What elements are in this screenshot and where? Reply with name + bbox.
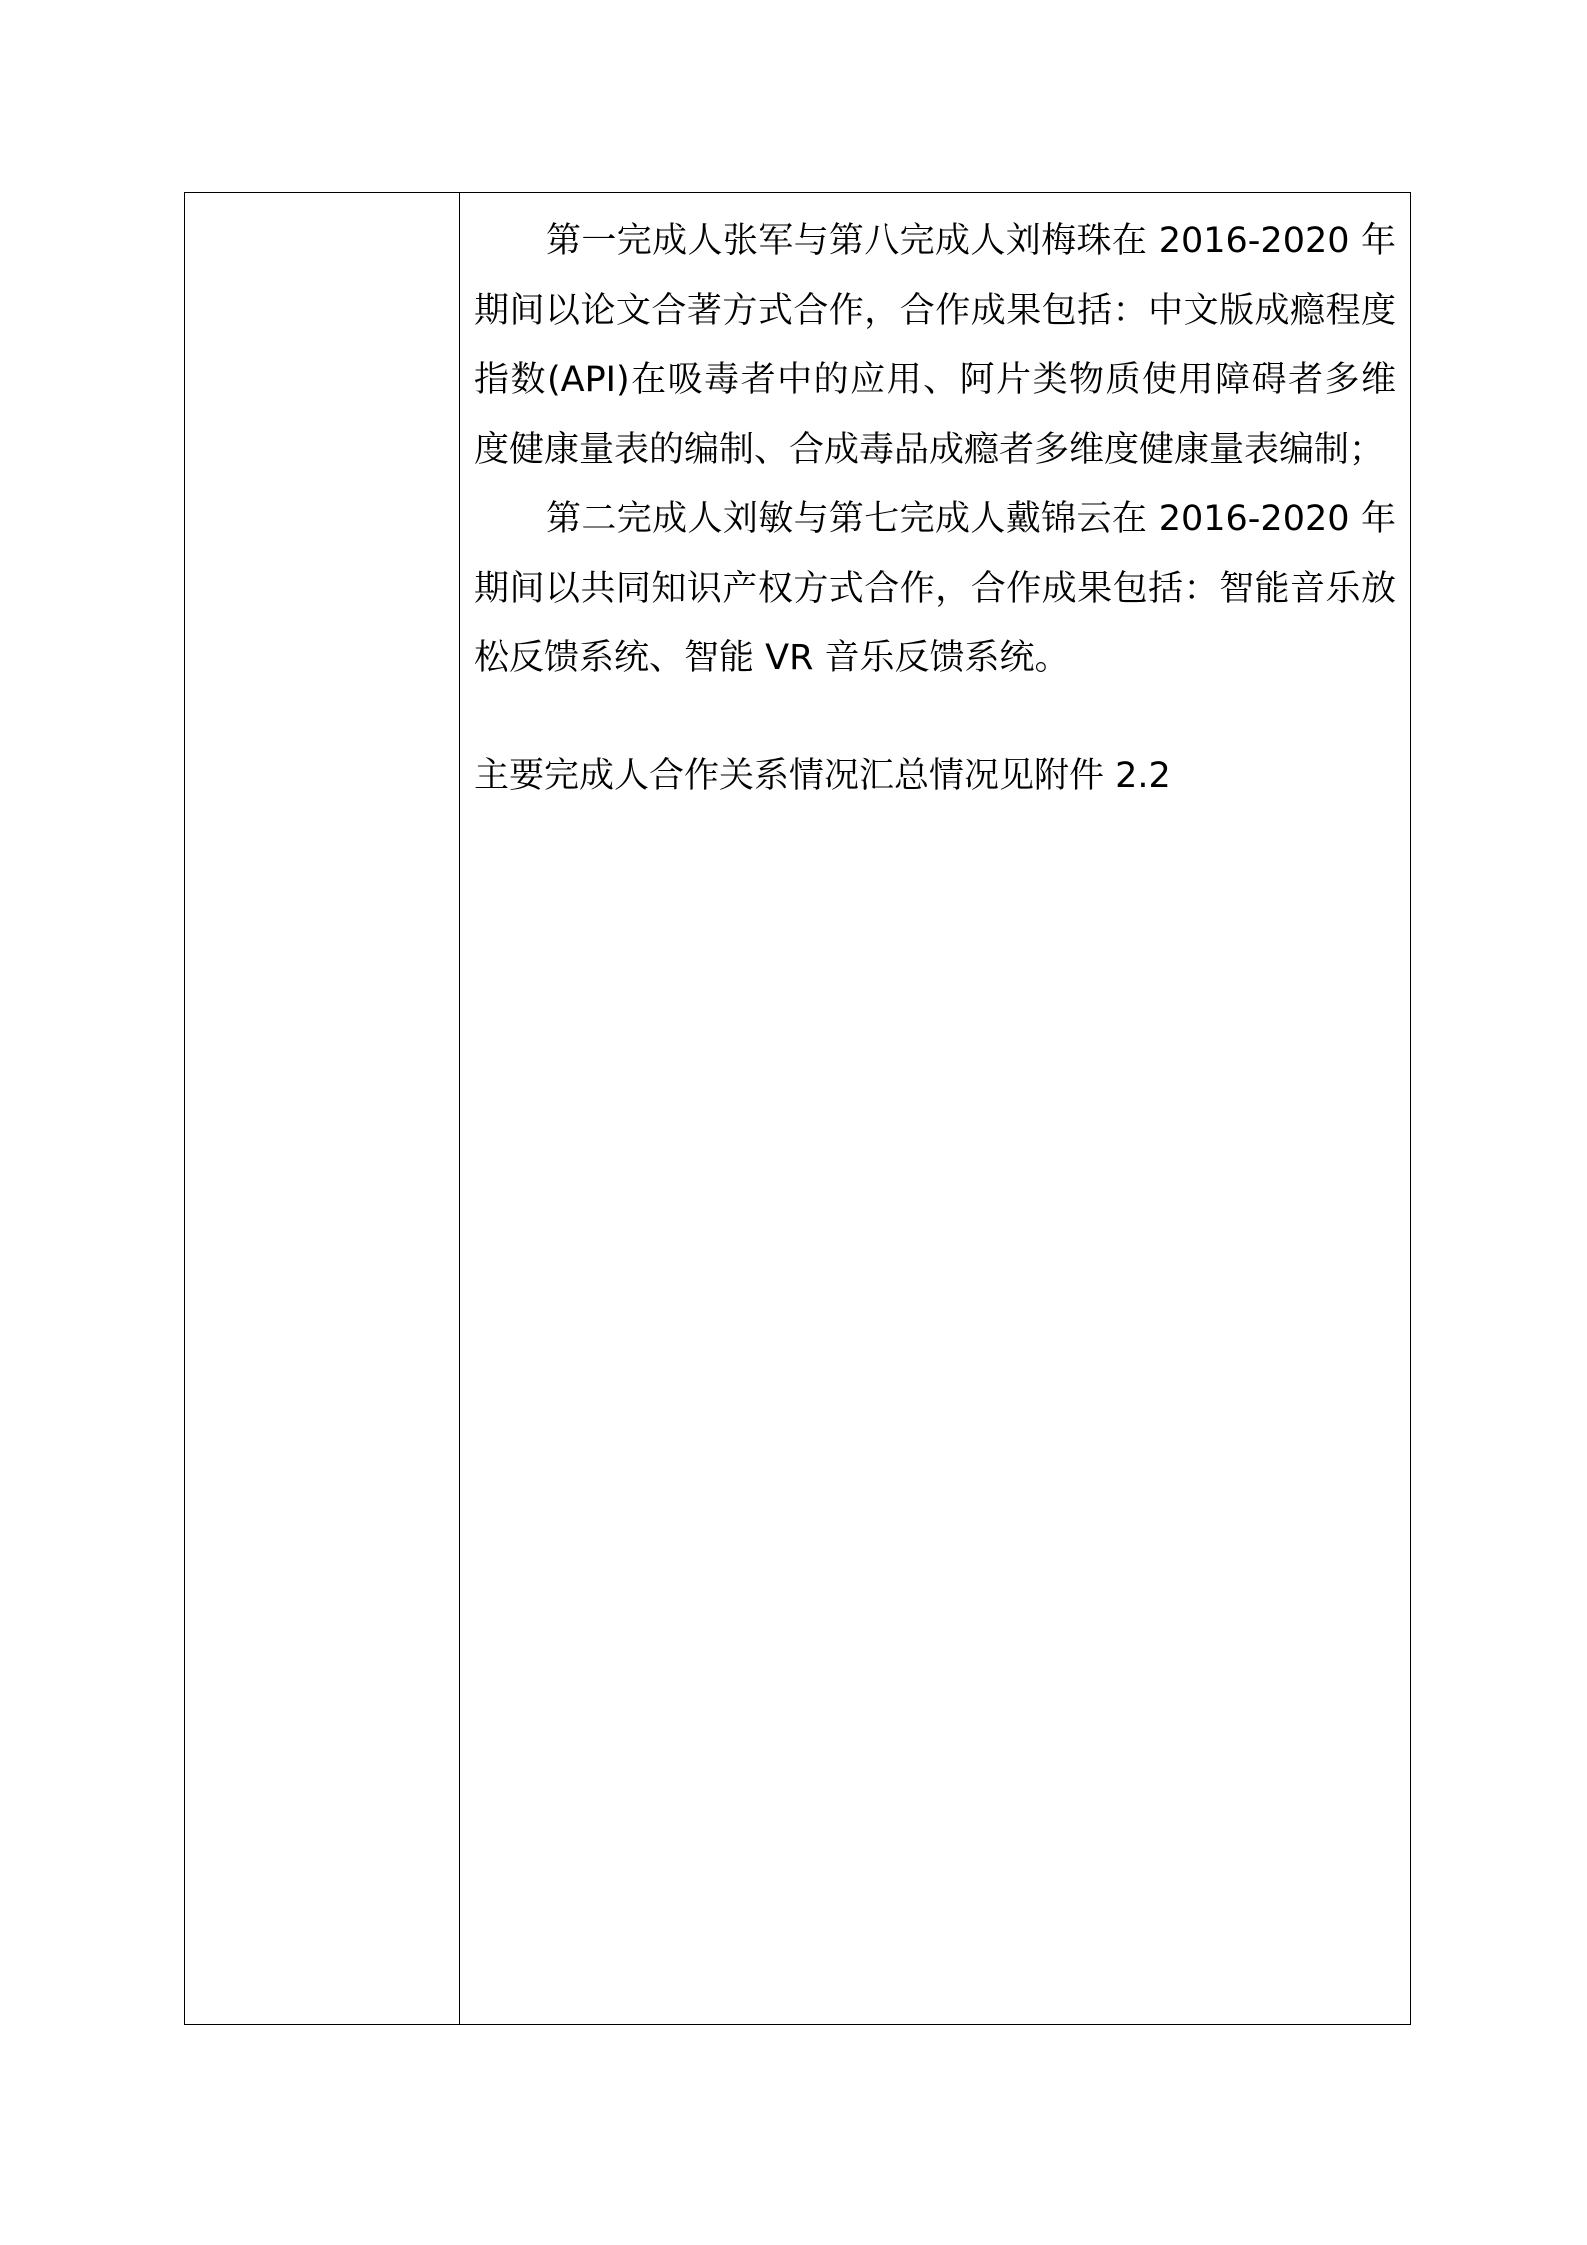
cooperation-paragraph-2: 第二完成人刘敏与第七完成人戴锦云在 2016-2020 年期间以共同知识产权方式合作，合作成果包括：智能音乐放松反馈系统、智能 VR 音乐反馈系统。 (474, 499, 1396, 678)
paragraph-spacer (474, 694, 1396, 742)
table-left-cell (185, 193, 460, 2024)
summary-note: 主要完成人合作关系情况汇总情况见附件 2.2 (474, 755, 1171, 796)
document-table (184, 192, 1411, 2025)
cooperation-paragraph-1: 第一完成人张军与第八完成人刘梅珠在 2016-2020 年期间以论文合著方式合作，合作成果包括：中文版成瘾程度指数(API)在吸毒者中的应用、阿片类物质使用障碍者多维度健康量表的编制、合成毒品成瘾者多维度健康量表编制； (474, 221, 1396, 470)
table-right-cell (460, 193, 1410, 2024)
